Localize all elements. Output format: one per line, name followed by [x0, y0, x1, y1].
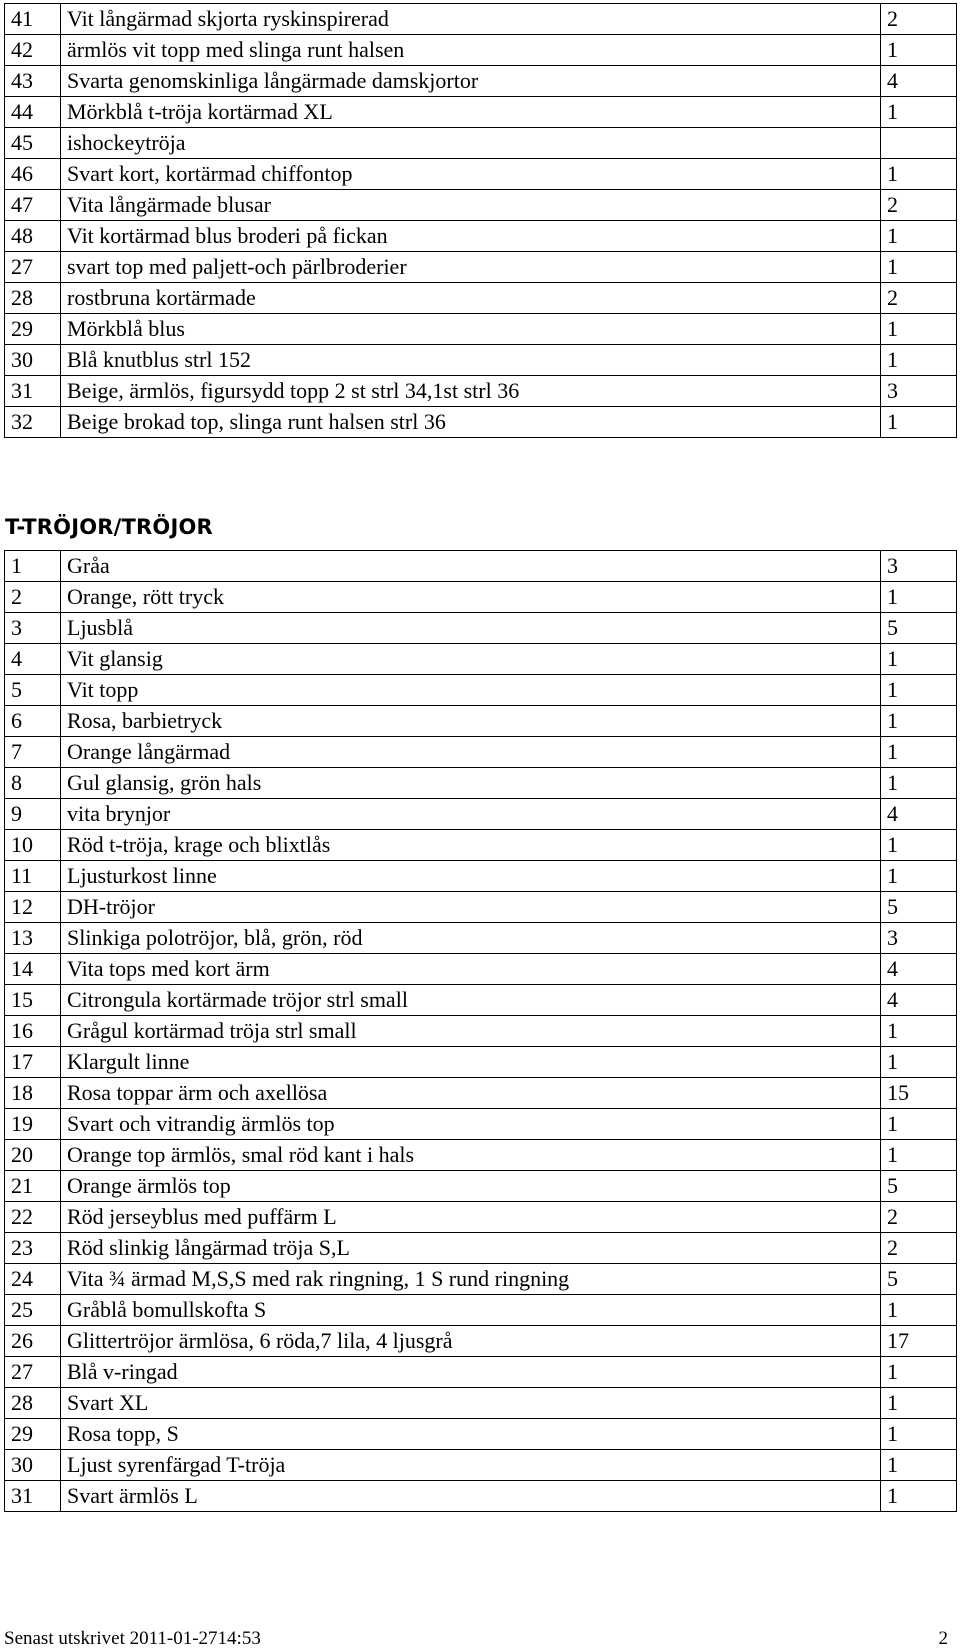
- item-number-cell: 15: [5, 985, 61, 1016]
- table-row: [5, 128, 957, 159]
- item-description-cell: Gråa: [61, 551, 881, 582]
- item-number-cell: 1: [5, 551, 61, 582]
- footer-printed-date: Senast utskrivet 2011-01-2714:53: [4, 1628, 261, 1649]
- item-quantity-cell: 3: [881, 551, 957, 582]
- item-description-cell: Blå knutblus strl 152: [61, 345, 881, 376]
- item-description-cell: Blå v-ringad: [61, 1357, 881, 1388]
- item-number-cell: 30: [5, 1450, 61, 1481]
- table-row: [5, 345, 957, 376]
- item-quantity-cell: 4: [881, 799, 957, 830]
- item-number-cell: 19: [5, 1109, 61, 1140]
- item-number-cell: 16: [5, 1016, 61, 1047]
- table-row: [5, 1450, 957, 1481]
- item-number-cell: 20: [5, 1140, 61, 1171]
- item-number-cell: 27: [5, 252, 61, 283]
- item-quantity-cell: 2: [881, 190, 957, 221]
- item-description-cell: Beige brokad top, slinga runt halsen strl 36: [61, 407, 881, 438]
- item-description-cell: Orange ärmlös top: [61, 1171, 881, 1202]
- item-description-cell: ärmlös vit topp med slinga runt halsen: [61, 35, 881, 66]
- item-description-cell: Mörkblå blus: [61, 314, 881, 345]
- item-description-cell: Svarta genomskinliga långärmade damskjortor: [61, 66, 881, 97]
- item-number-cell: 8: [5, 768, 61, 799]
- item-quantity-cell: 1: [881, 314, 957, 345]
- item-quantity-cell: 1: [881, 1357, 957, 1388]
- table-row: [5, 675, 957, 706]
- item-description-cell: Svart ärmlös L: [61, 1481, 881, 1512]
- item-number-cell: 4: [5, 644, 61, 675]
- item-quantity-cell: 1: [881, 345, 957, 376]
- item-quantity-cell: 1: [881, 1388, 957, 1419]
- table-row: [5, 1140, 957, 1171]
- item-description-cell: Gråblå bomullskofta S: [61, 1295, 881, 1326]
- table-row: [5, 954, 957, 985]
- item-quantity-cell: 1: [881, 830, 957, 861]
- item-description-cell: Citrongula kortärmade tröjor strl small: [61, 985, 881, 1016]
- item-quantity-cell: 1: [881, 407, 957, 438]
- item-number-cell: 18: [5, 1078, 61, 1109]
- item-description-cell: Slinkiga polotröjor, blå, grön, röd: [61, 923, 881, 954]
- table-row: [5, 985, 957, 1016]
- item-number-cell: 44: [5, 97, 61, 128]
- item-description-cell: vita brynjor: [61, 799, 881, 830]
- item-quantity-cell: 5: [881, 613, 957, 644]
- item-number-cell: 43: [5, 66, 61, 97]
- table-row: [5, 283, 957, 314]
- inventory-table-tops: [4, 3, 957, 438]
- item-quantity-cell: 3: [881, 376, 957, 407]
- item-quantity-cell: 1: [881, 252, 957, 283]
- item-description-cell: Vit kortärmad blus broderi på fickan: [61, 221, 881, 252]
- table-row: [5, 1357, 957, 1388]
- item-number-cell: 6: [5, 706, 61, 737]
- item-quantity-cell: 1: [881, 35, 957, 66]
- table-row: [5, 4, 957, 35]
- item-number-cell: 29: [5, 1419, 61, 1450]
- inventory-table-tshirts: [4, 550, 957, 1512]
- item-quantity-cell: 3: [881, 923, 957, 954]
- item-number-cell: 11: [5, 861, 61, 892]
- table-row: [5, 159, 957, 190]
- table-row: [5, 1388, 957, 1419]
- item-number-cell: 46: [5, 159, 61, 190]
- footer-page-number: 2: [938, 1628, 948, 1649]
- item-description-cell: Vit topp: [61, 675, 881, 706]
- item-number-cell: 3: [5, 613, 61, 644]
- item-number-cell: 21: [5, 1171, 61, 1202]
- item-quantity-cell: 5: [881, 892, 957, 923]
- item-description-cell: Röd t-tröja, krage och blixtlås: [61, 830, 881, 861]
- item-number-cell: 5: [5, 675, 61, 706]
- table-row: [5, 551, 957, 582]
- item-description-cell: Rosa, barbietryck: [61, 706, 881, 737]
- item-description-cell: DH-tröjor: [61, 892, 881, 923]
- item-number-cell: 10: [5, 830, 61, 861]
- item-description-cell: Rosa toppar ärm och axellösa: [61, 1078, 881, 1109]
- item-description-cell: ishockeytröja: [61, 128, 881, 159]
- table-row: [5, 1419, 957, 1450]
- item-quantity-cell: 4: [881, 954, 957, 985]
- table-row: [5, 1202, 957, 1233]
- item-quantity-cell: 17: [881, 1326, 957, 1357]
- item-quantity-cell: 1: [881, 1295, 957, 1326]
- item-quantity-cell: 1: [881, 1047, 957, 1078]
- table-row: [5, 1109, 957, 1140]
- item-number-cell: 12: [5, 892, 61, 923]
- table-row: [5, 644, 957, 675]
- item-number-cell: 23: [5, 1233, 61, 1264]
- item-quantity-cell: 1: [881, 737, 957, 768]
- item-number-cell: 26: [5, 1326, 61, 1357]
- item-description-cell: Vita långärmade blusar: [61, 190, 881, 221]
- table-row: [5, 1481, 957, 1512]
- item-description-cell: Klargult linne: [61, 1047, 881, 1078]
- item-description-cell: Svart och vitrandig ärmlös top: [61, 1109, 881, 1140]
- item-quantity-cell: 1: [881, 768, 957, 799]
- table-row: [5, 376, 957, 407]
- item-quantity-cell: 2: [881, 283, 957, 314]
- item-number-cell: 17: [5, 1047, 61, 1078]
- table-row: [5, 97, 957, 128]
- item-quantity-cell: 5: [881, 1171, 957, 1202]
- item-quantity-cell: 1: [881, 221, 957, 252]
- table-row: [5, 613, 957, 644]
- item-description-cell: Vita ¾ ärmad M,S,S med rak ringning, 1 S rund ringning: [61, 1264, 881, 1295]
- section-heading: T-TRÖJOR/TRÖJOR: [5, 515, 213, 539]
- item-number-cell: 28: [5, 1388, 61, 1419]
- table-row: [5, 190, 957, 221]
- item-number-cell: 27: [5, 1357, 61, 1388]
- item-description-cell: Glittertröjor ärmlösa, 6 röda,7 lila, 4 ljusgrå: [61, 1326, 881, 1357]
- item-number-cell: 29: [5, 314, 61, 345]
- table-body: [5, 4, 957, 438]
- item-description-cell: Röd slinkig långärmad tröja S,L: [61, 1233, 881, 1264]
- item-description-cell: Orange top ärmlös, smal röd kant i hals: [61, 1140, 881, 1171]
- table-row: [5, 737, 957, 768]
- item-description-cell: Vita tops med kort ärm: [61, 954, 881, 985]
- item-description-cell: svart top med paljett-och pärlbroderier: [61, 252, 881, 283]
- item-quantity-cell: 1: [881, 1481, 957, 1512]
- table-row: [5, 1078, 957, 1109]
- item-number-cell: 30: [5, 345, 61, 376]
- table-row: [5, 799, 957, 830]
- item-description-cell: Svart XL: [61, 1388, 881, 1419]
- item-number-cell: 13: [5, 923, 61, 954]
- item-description-cell: Ljusblå: [61, 613, 881, 644]
- item-description-cell: Vit långärmad skjorta ryskinspirerad: [61, 4, 881, 35]
- item-quantity-cell: 1: [881, 1109, 957, 1140]
- table-row: [5, 1233, 957, 1264]
- item-number-cell: 14: [5, 954, 61, 985]
- table-row: [5, 1326, 957, 1357]
- item-quantity-cell: [881, 128, 957, 159]
- table-row: [5, 582, 957, 613]
- table-body: [5, 551, 957, 1512]
- table-row: [5, 221, 957, 252]
- item-quantity-cell: 2: [881, 4, 957, 35]
- item-quantity-cell: 1: [881, 644, 957, 675]
- item-quantity-cell: 4: [881, 66, 957, 97]
- table-row: [5, 1264, 957, 1295]
- table-row: [5, 407, 957, 438]
- item-number-cell: 31: [5, 1481, 61, 1512]
- item-number-cell: 42: [5, 35, 61, 66]
- item-quantity-cell: 1: [881, 1016, 957, 1047]
- item-number-cell: 31: [5, 376, 61, 407]
- item-quantity-cell: 1: [881, 582, 957, 613]
- table-row: [5, 1016, 957, 1047]
- table-row: [5, 252, 957, 283]
- table-row: [5, 768, 957, 799]
- item-description-cell: Ljust syrenfärgad T-tröja: [61, 1450, 881, 1481]
- item-number-cell: 25: [5, 1295, 61, 1326]
- item-quantity-cell: 1: [881, 1419, 957, 1450]
- item-description-cell: Vit glansig: [61, 644, 881, 675]
- item-description-cell: Orange, rött tryck: [61, 582, 881, 613]
- table-row: [5, 861, 957, 892]
- item-description-cell: rostbruna kortärmade: [61, 283, 881, 314]
- table-row: [5, 35, 957, 66]
- table-row: [5, 1171, 957, 1202]
- table-row: [5, 314, 957, 345]
- item-number-cell: 32: [5, 407, 61, 438]
- table-row: [5, 706, 957, 737]
- item-number-cell: 41: [5, 4, 61, 35]
- item-description-cell: Ljusturkost linne: [61, 861, 881, 892]
- item-quantity-cell: 1: [881, 97, 957, 128]
- item-quantity-cell: 15: [881, 1078, 957, 1109]
- item-description-cell: Mörkblå t-tröja kortärmad XL: [61, 97, 881, 128]
- item-quantity-cell: 1: [881, 675, 957, 706]
- item-description-cell: Grågul kortärmad tröja strl small: [61, 1016, 881, 1047]
- item-description-cell: Röd jerseyblus med puffärm L: [61, 1202, 881, 1233]
- item-quantity-cell: 1: [881, 1450, 957, 1481]
- item-description-cell: Gul glansig, grön hals: [61, 768, 881, 799]
- item-quantity-cell: 1: [881, 1140, 957, 1171]
- item-description-cell: Orange långärmad: [61, 737, 881, 768]
- item-quantity-cell: 1: [881, 861, 957, 892]
- item-number-cell: 45: [5, 128, 61, 159]
- item-number-cell: 48: [5, 221, 61, 252]
- item-quantity-cell: 4: [881, 985, 957, 1016]
- item-description-cell: Rosa topp, S: [61, 1419, 881, 1450]
- table-row: [5, 1295, 957, 1326]
- item-number-cell: 47: [5, 190, 61, 221]
- table-row: [5, 1047, 957, 1078]
- table-row: [5, 923, 957, 954]
- item-description-cell: Svart kort, kortärmad chiffontop: [61, 159, 881, 190]
- item-quantity-cell: 1: [881, 159, 957, 190]
- table-row: [5, 830, 957, 861]
- item-number-cell: 22: [5, 1202, 61, 1233]
- item-number-cell: 7: [5, 737, 61, 768]
- item-quantity-cell: 2: [881, 1202, 957, 1233]
- item-number-cell: 24: [5, 1264, 61, 1295]
- table-row: [5, 892, 957, 923]
- table-row: [5, 66, 957, 97]
- item-description-cell: Beige, ärmlös, figursydd topp 2 st strl 34,1st strl 36: [61, 376, 881, 407]
- item-quantity-cell: 2: [881, 1233, 957, 1264]
- item-number-cell: 9: [5, 799, 61, 830]
- item-quantity-cell: 5: [881, 1264, 957, 1295]
- item-number-cell: 2: [5, 582, 61, 613]
- item-quantity-cell: 1: [881, 706, 957, 737]
- item-number-cell: 28: [5, 283, 61, 314]
